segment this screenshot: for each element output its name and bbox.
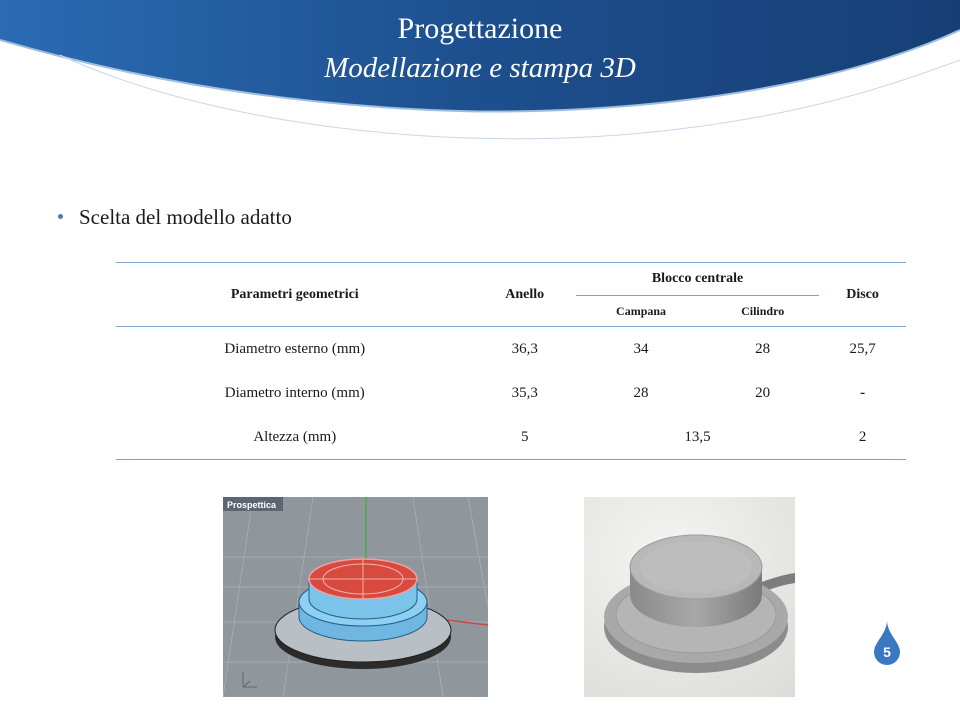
table-row [116, 371, 906, 415]
cad-viewport-image [223, 497, 488, 697]
bullet-item [58, 205, 292, 230]
cell-cilindro: 28 [755, 340, 771, 357]
table-row [116, 327, 906, 372]
cell-disco: - [860, 384, 866, 401]
cell-cilindro: 20 [755, 384, 771, 401]
bullet-text: Scelta del modello adatto [79, 205, 292, 229]
slide-title: Progettazione [397, 12, 563, 45]
header-anello: Anello [474, 263, 576, 327]
header-disco: Disco [819, 263, 906, 327]
slide-subtitle: Modellazione e stampa 3D [324, 52, 636, 84]
cell-blocco: 13,5 [684, 428, 711, 445]
cell-anello: 36,3 [511, 340, 538, 357]
cell-disco: 25,7 [849, 340, 876, 357]
table-row [116, 415, 906, 460]
cell-anello: 35,3 [511, 384, 538, 401]
cell-campana: 34 [633, 340, 649, 357]
cell-param: Altezza (mm) [253, 428, 337, 445]
cell-campana: 28 [633, 384, 649, 401]
cell-param: Diametro esterno (mm) [224, 340, 366, 357]
bullet-dot-icon [58, 214, 63, 219]
cell-anello: 5 [520, 428, 529, 445]
header-blocco: Blocco centrale [576, 263, 819, 296]
cell-disco: 2 [858, 428, 867, 445]
printed-part-photo [584, 497, 795, 697]
header-campana: Campana [576, 296, 706, 327]
header-cilindro: Cilindro [706, 296, 819, 327]
page-number: 5 [883, 644, 891, 660]
cell-param: Diametro interno (mm) [224, 384, 365, 401]
header-params: Parametri geometrici [116, 263, 474, 327]
viewport-label: Prospettica [227, 500, 277, 510]
parameters-table [116, 262, 906, 460]
